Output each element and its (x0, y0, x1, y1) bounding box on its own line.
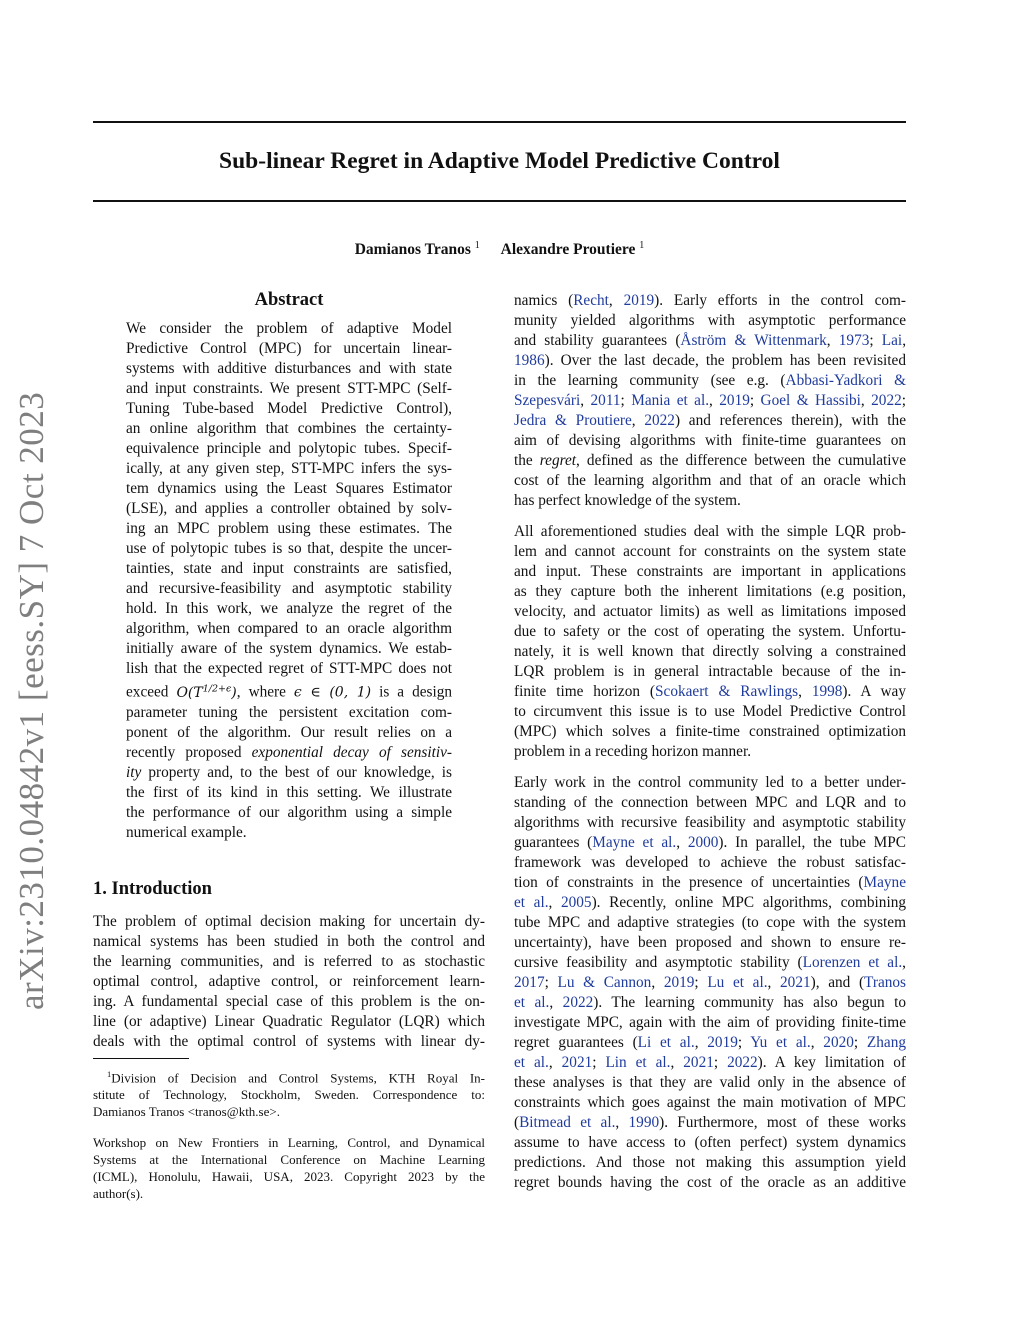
abstract-line: and recursive-feasibility and asymptotic stability (126, 580, 452, 597)
text-line: as they capture both the inherent limitations (e.g position, (514, 583, 906, 600)
citation-link[interactable]: Mania et al. (631, 392, 710, 409)
citation-link[interactable]: et al. (514, 894, 549, 911)
citation-link[interactable]: 2019 (719, 392, 750, 409)
abstract-body (126, 319, 452, 843)
text-line: and stability guarantees (Åström & Wittenmark, 1973; Lai, (514, 332, 907, 349)
abstract-line: the first of its kind in this setting. We illustrate (126, 783, 452, 801)
text-line: algorithms with recursive feasibility and asymptotic stability (514, 814, 906, 831)
introduction-line: optimal control, adaptive control, or reinforcement learn- (93, 973, 485, 990)
text-line: namics (Recht, 2019). Early efforts in the control com- (514, 292, 907, 309)
citation-link[interactable]: Jedra & Proutiere (514, 412, 632, 429)
text-line: Szepesvári, 2011; Mania et al., 2019; Goel & Hassibi, 2022; (514, 392, 906, 409)
citation-link[interactable]: 2022 (644, 412, 675, 429)
footnote-line: Damianos Tranos <tranos@kth.se>. (93, 1104, 280, 1120)
workshop-note-line: (ICML), Honolulu, Hawaii, USA, 2023. Copyright 2023 by the (93, 1169, 485, 1184)
text-line: (Bitmead et al., 1990). Furthermore, most of these works (514, 1114, 907, 1131)
abstract-line: the performance of our algorithm using a simple (126, 803, 452, 821)
right-column-paragraph (514, 773, 906, 1193)
text-line: velocity, and actuator limits) as well as limitations imposed (514, 603, 906, 620)
text-line: munity yielded algorithms with asymptotic performance (514, 312, 906, 329)
citation-link[interactable]: Lu & Cannon (557, 974, 652, 991)
introduction-line: namical systems has been studied in both the control and (93, 933, 485, 950)
citation-link[interactable]: Szepesvári (514, 392, 581, 409)
arxiv-identifier-stamp: arXiv:2310.04842v1 [eess.SY] 7 Oct 2023 (12, 391, 51, 1010)
abstract-line: and input constraints. We present STT-MPC (Self- (126, 380, 452, 397)
introduction-line: The problem of optimal decision making for uncertain dy- (93, 913, 485, 930)
text-line: 2017; Lu & Cannon, 2019; Lu et al., 2021), and (Tranos (514, 974, 906, 991)
citation-link[interactable]: Lai (881, 332, 903, 349)
text-line: guarantees (Mayne et al., 2000). In parallel, the tube MPC (514, 834, 906, 851)
abstract-line: systems with additive disturbances and with state (126, 360, 452, 377)
text-line: the regret, defined as the difference between the cumulative (514, 452, 906, 469)
text-line: lem and cannot account for constraints on the system state (514, 543, 906, 560)
workshop-note (93, 1134, 485, 1202)
right-column-paragraph (514, 291, 906, 511)
abstract-line: exceed $O(T^{1/2+\epsilon})$, where ϵ ∈ (0, 1) is a design (126, 683, 453, 701)
text-line: (MPC) which solves a finite-time constrained optimization (514, 723, 906, 740)
text-line: 1986). Over the last decade, the problem has been revisited (514, 352, 906, 369)
math-bound: $O(T^{1/2+\epsilon})$ (176, 683, 237, 701)
abstract-line: (LSE), and applies a controller obtained by solv- (126, 500, 452, 517)
text-line: LQR problem is in general intractable because of the in- (514, 663, 906, 680)
text-line: Jedra & Proutiere, 2022) and references therein), with the (514, 412, 906, 429)
workshop-note-line: Systems at the International Conference on Machine Learning (93, 1152, 485, 1167)
citation-link[interactable]: 2021 (561, 1054, 593, 1071)
citation-link[interactable]: 2022 (871, 392, 902, 409)
text-line: aim of devising algorithms with finite-time guarantees on (514, 432, 906, 449)
author-list (93, 235, 906, 261)
abstract-line: numerical example. (126, 823, 247, 841)
text-line: constraints which goes against the main motivation of MPC (514, 1094, 906, 1111)
introduction-line: ing. A fundamental special case of this problem is the on- (93, 993, 485, 1010)
citation-link[interactable]: Lin et al. (605, 1054, 671, 1071)
abstract-line: ity property and, to the best of our knowledge, is (126, 763, 452, 781)
abstract-line: ponent of the algorithm. Our result relies on a (126, 723, 452, 741)
citation-link[interactable]: Tranos (864, 974, 906, 991)
text-line: uncertainty), have been proposed and shown to ensure re- (514, 934, 906, 951)
citation-link[interactable]: 2022 (562, 994, 594, 1011)
abstract-line: recently proposed exponential decay of sensitiv- (126, 743, 452, 761)
abstract-line: Tuning Tube-based Model Predictive Control), (126, 400, 452, 417)
citation-link[interactable]: Recht (573, 292, 609, 309)
citation-link[interactable]: Bitmead et al. (519, 1114, 616, 1131)
affiliation-mark: 1 (639, 240, 645, 251)
abstract-line: use of polytopic tubes is so that, despite the uncer- (126, 540, 452, 557)
introduction-body (93, 912, 485, 1052)
emphasized-term: regret (539, 452, 577, 469)
text-line: cost of the learning algorithm and that of an oracle which (514, 472, 906, 489)
abstract-line: hold. In this work, we analyze the regret of the (126, 600, 452, 617)
introduction-line: deals with the optimal control of systems with linear dy- (93, 1033, 485, 1050)
citation-link[interactable]: Lu et al. (707, 974, 768, 991)
math-epsilon-range: ϵ ∈ (0, 1) (293, 684, 372, 701)
footnote-mark: 1 (107, 1069, 112, 1079)
abstract-line: algorithm, when compared to an oracle algorithm (126, 620, 452, 637)
text-line: predictions. And those not making this assumption yield (514, 1154, 906, 1171)
text-line: et al., 2021; Lin et al., 2021; 2022). A key limitation of (514, 1054, 907, 1071)
citation-link[interactable]: Åström & Wittenmark (680, 332, 827, 349)
abstract-line: initially aware of the system dynamics. We estab- (126, 640, 452, 657)
introduction-line: line (or adaptive) Linear Quadratic Regulator (LQR) which (93, 1013, 485, 1030)
citation-link[interactable]: 2020 (823, 1034, 854, 1051)
abstract-line: equivalence principle and polytopic tubes. Specif- (126, 440, 452, 457)
title-rule-top (93, 121, 906, 123)
paper-title: Sub-linear Regret in Adaptive Model Predictive Control (219, 148, 780, 174)
title-rule-bottom (93, 200, 906, 202)
abstract-line: parameter tuning the persistent excitation com- (126, 703, 452, 721)
citation-link[interactable]: 1973 (838, 332, 870, 349)
citation-link[interactable]: 2017 (514, 974, 545, 991)
section-heading-introduction: 1. Introduction (93, 879, 212, 899)
footnote-line: stitute of Technology, Stockholm, Sweden. Correspondence to: (93, 1087, 485, 1103)
text-line: in the learning community (see e.g. (Abbasi-Yadkori & (514, 372, 906, 389)
text-line: and input. These constraints are important in applications (514, 563, 906, 580)
text-line: due to safety or the cost of operating the system. Unfortu- (514, 623, 906, 640)
abstract-line: an online algorithm that combines the certainty- (126, 420, 452, 437)
text-line: to circumvent this issue is to use Model Predictive Control (514, 703, 906, 720)
citation-link[interactable]: Abbasi-Yadkori & (785, 372, 906, 389)
text-line: regret bounds having the cost of the oracle as an additive (514, 1174, 906, 1191)
author-name: Damianos Tranos (354, 241, 471, 259)
abstract-line: tainties, state and input constraints are satisfied, (126, 560, 452, 577)
text-line: et al., 2022). The learning community has also begun to (514, 994, 907, 1011)
text-line: these analyses is that they are valid only in the absence of (514, 1074, 906, 1091)
citation-link[interactable]: Mayne et al. (592, 834, 677, 851)
citation-link[interactable]: Scokaert & Rawlings (655, 683, 799, 700)
text-line: investigate MPC, again with the aim of providing finite-time (514, 1014, 906, 1031)
citation-link[interactable]: 2021 (683, 1054, 714, 1071)
affiliation-mark: 1 (474, 240, 480, 251)
citation-link[interactable]: 1986 (514, 352, 545, 369)
citation-link[interactable]: 2000 (687, 834, 719, 851)
abstract-heading: Abstract (254, 290, 324, 310)
text-line: All aforementioned studies deal with the simple LQR prob- (514, 523, 906, 540)
citation-link[interactable]: 2021 (780, 974, 811, 991)
citation-link[interactable]: Yu et al. (750, 1034, 811, 1051)
citation-link[interactable]: 2019 (707, 1034, 738, 1051)
text-line: cursive feasibility and asymptotic stability (Lorenzen et al., (514, 954, 906, 971)
abstract-line: ing an MPC problem using these estimates. The (126, 520, 452, 537)
text-line: standing of the connection between MPC and LQR and to (514, 794, 906, 811)
text-line: nately, it is well known that directly solving a constrained (514, 643, 906, 660)
workshop-note-line: author(s). (93, 1186, 144, 1201)
abstract-line: Predictive Control (MPC) for uncertain linear- (126, 340, 452, 357)
citation-link[interactable]: Mayne (863, 874, 906, 891)
abstract-line: ically, at any given step, STT-MPC infers the sys- (126, 460, 452, 477)
citation-link[interactable]: Goel & Hassibi (760, 392, 861, 409)
citation-link[interactable]: Li et al. (637, 1034, 695, 1051)
citation-link[interactable]: et al. (514, 994, 550, 1011)
text-line: tube MPC and adaptive strategies (to cope with the system (514, 914, 906, 931)
text-line: framework was developed to achieve the robust satisfac- (514, 854, 906, 871)
footnote-line: $^1$Division of Decision and Control Systems, KTH Royal In- (107, 1069, 485, 1086)
workshop-note-line: Workshop on New Frontiers in Learning, Control, and Dynamical (93, 1135, 485, 1150)
text-line: et al., 2005). Recently, online MPC algorithms, combining (514, 894, 906, 911)
right-column-body (514, 291, 906, 1193)
text-line: regret guarantees (Li et al., 2019; Yu et al., 2020; Zhang (514, 1034, 906, 1051)
introduction-line: the learning communities, and is referred to as stochastic (93, 953, 485, 970)
citation-link[interactable]: Lorenzen et al. (802, 954, 903, 971)
text-line: Early work in the control community led to a better under- (514, 774, 906, 791)
citation-link[interactable]: 1990 (628, 1114, 660, 1131)
citation-link[interactable]: 2011 (590, 392, 621, 409)
footnote-rule (93, 1058, 189, 1059)
citation-link[interactable]: et al. (514, 1054, 549, 1071)
citation-link[interactable]: Zhang (866, 1034, 906, 1051)
citation-link[interactable]: 2005 (560, 894, 592, 911)
text-line: has perfect knowledge of the system. (514, 492, 741, 509)
text-line: assume to have access to (often perfect) system dynamics (514, 1134, 906, 1151)
text-line: finite time horizon (Scokaert & Rawlings, 1998). A way (514, 683, 906, 700)
text-line: tion of constraints in the presence of uncertainties (Mayne (514, 874, 906, 891)
author-name: Alexandre Proutiere (500, 241, 636, 259)
affiliation-footnote (93, 1066, 485, 1120)
citation-link[interactable]: 2019 (623, 292, 655, 309)
abstract-line: We consider the problem of adaptive Model (126, 320, 452, 337)
abstract-line: tem dynamics using the Least Squares Estimator (126, 480, 452, 497)
text-line: problem in a receding horizon manner. (514, 743, 752, 760)
citation-link[interactable]: 1998 (811, 683, 843, 700)
citation-link[interactable]: 2019 (663, 974, 695, 991)
citation-link[interactable]: 2022 (727, 1054, 758, 1071)
right-column-paragraph (514, 522, 906, 762)
abstract-line: lish that the expected regret of STT-MPC does not (126, 660, 452, 677)
